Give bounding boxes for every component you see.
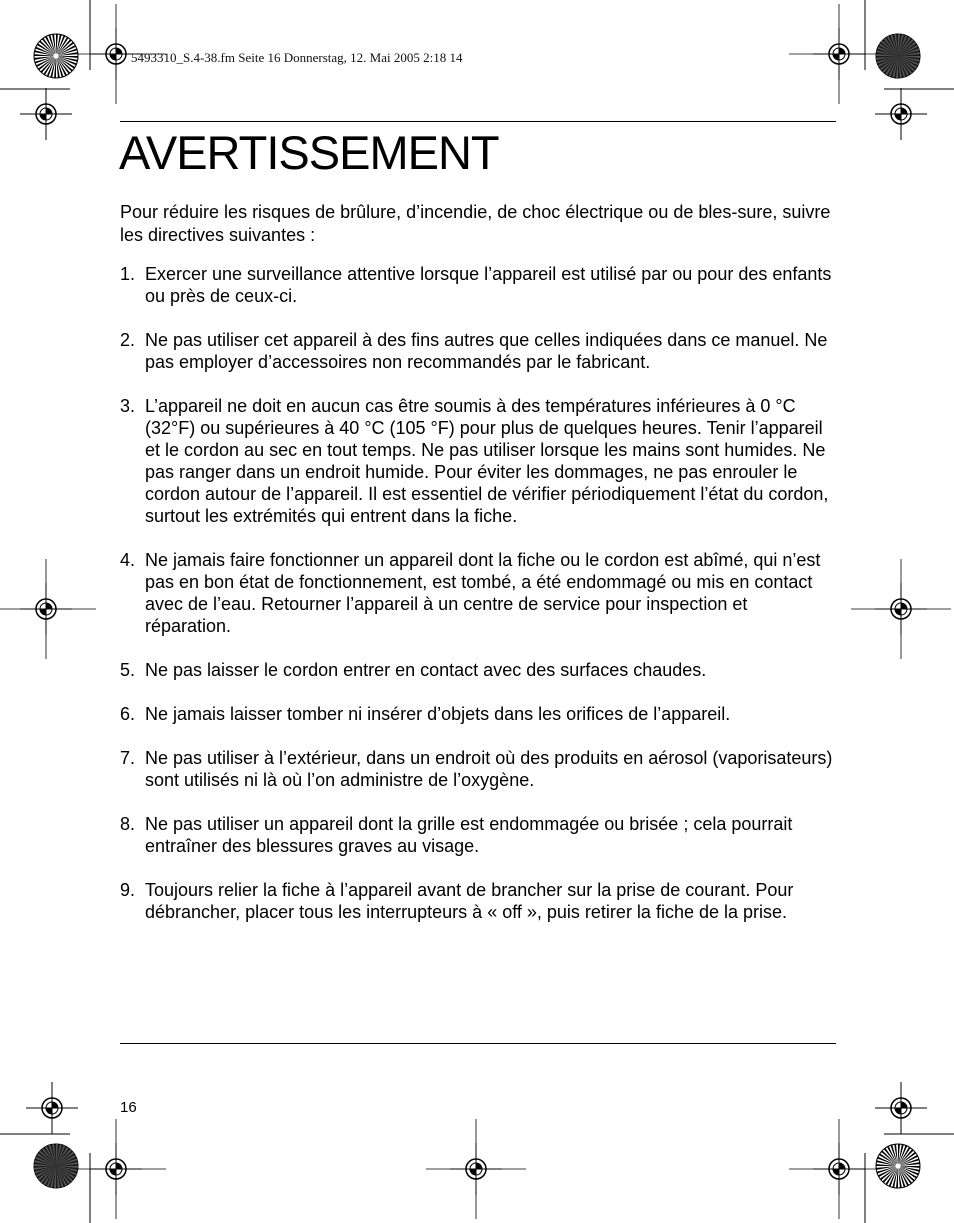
list-item xyxy=(120,747,836,791)
item-number: 5. xyxy=(120,660,136,680)
item-number: 8. xyxy=(120,814,136,834)
color-target-icon xyxy=(876,1144,920,1188)
list-item xyxy=(120,395,836,527)
registration-mark-icon xyxy=(875,88,927,140)
item-number: 2. xyxy=(120,330,136,350)
color-target-icon xyxy=(34,34,78,78)
list-item xyxy=(120,659,836,681)
item-number: 1. xyxy=(120,264,136,284)
list-item xyxy=(120,329,836,373)
item-text: Exercer une surveillance attentive lorsque l’appareil est utilisé par ou pour des enfants ou près de ceux-ci. xyxy=(145,264,832,306)
registration-mark-icon xyxy=(875,1082,927,1134)
list-item xyxy=(120,703,836,725)
file-slug: 5493310_S.4-38.fm Seite 16 Donnerstag, 12. Mai 2005 2:18 14 xyxy=(131,50,463,65)
warning-list xyxy=(120,263,836,945)
registration-mark-icon xyxy=(20,88,72,140)
list-item xyxy=(120,263,836,307)
item-number: 3. xyxy=(120,396,136,416)
item-text: Ne pas utiliser cet appareil à des fins autres que celles indiquées dans ce manuel. Ne pas employer d’accessoires non recommandés par le fabricant. xyxy=(145,330,828,372)
item-text: Ne jamais faire fonctionner un appareil dont la fiche ou le cordon est abîmé, qui n’est pas en bon état de fonctionnement, est tombé, a été endommagé ou mis en contact avec de l’eau. Retourner l’appareil à un centre de service pour inspection et réparation. xyxy=(145,550,821,636)
item-text: Ne pas laisser le cordon entrer en contact avec des surfaces chaudes. xyxy=(145,660,707,680)
bottom-rule xyxy=(120,1043,836,1044)
item-number: 4. xyxy=(120,550,136,570)
list-item xyxy=(120,879,836,923)
item-text: L’appareil ne doit en aucun cas être soumis à des températures inférieures à 0 °C (32°F) ou supérieures à 40 °C (105 °F) pour plus de quelques heures. Tenir l’appareil et le cordon au sec en tout temps. Ne pas utiliser lorsque les mains sont humides. Ne pas ranger dans un endroit humide. Pour éviter les dommages, ne pas enrouler le cordon autour de l’appareil. Il est essentiel de vérifier périodiquement l’état du cordon, surtout les extrémités qui entrent dans la fiche. xyxy=(145,396,829,526)
item-text: Ne pas utiliser un appareil dont la grille est endommagée ou brisée ; cela pourrait entraîner des blessures graves au visage. xyxy=(145,814,793,856)
item-number: 7. xyxy=(120,748,136,768)
item-number: 9. xyxy=(120,880,136,900)
page-title: AVERTISSEMENT xyxy=(119,126,499,179)
item-text: Ne jamais laisser tomber ni insérer d’objets dans les orifices de l’appareil. xyxy=(145,704,731,724)
registration-mark-icon xyxy=(26,1082,78,1134)
item-text: Ne pas utiliser à l’extérieur, dans un endroit où des produits en aérosol (vaporisateurs) sont utilisés ni là où l’on administre de l’oxygène. xyxy=(145,748,833,790)
item-text: Toujours relier la fiche à l’appareil avant de brancher sur la prise de courant. Pour débrancher, placer tous les interrupteurs à « off », puis retirer la fiche de la prise. xyxy=(145,880,794,922)
intro-paragraph: Pour réduire les risques de brûlure, d’incendie, de choc électrique ou de bles-sure, suivre les directives suivantes : xyxy=(120,202,831,245)
page-number: 16 xyxy=(120,1099,137,1116)
list-item xyxy=(120,549,836,637)
top-rule xyxy=(120,121,836,122)
color-target-icon xyxy=(876,34,920,78)
color-target-icon xyxy=(34,1144,78,1188)
item-number: 6. xyxy=(120,704,136,724)
list-item xyxy=(120,813,836,857)
